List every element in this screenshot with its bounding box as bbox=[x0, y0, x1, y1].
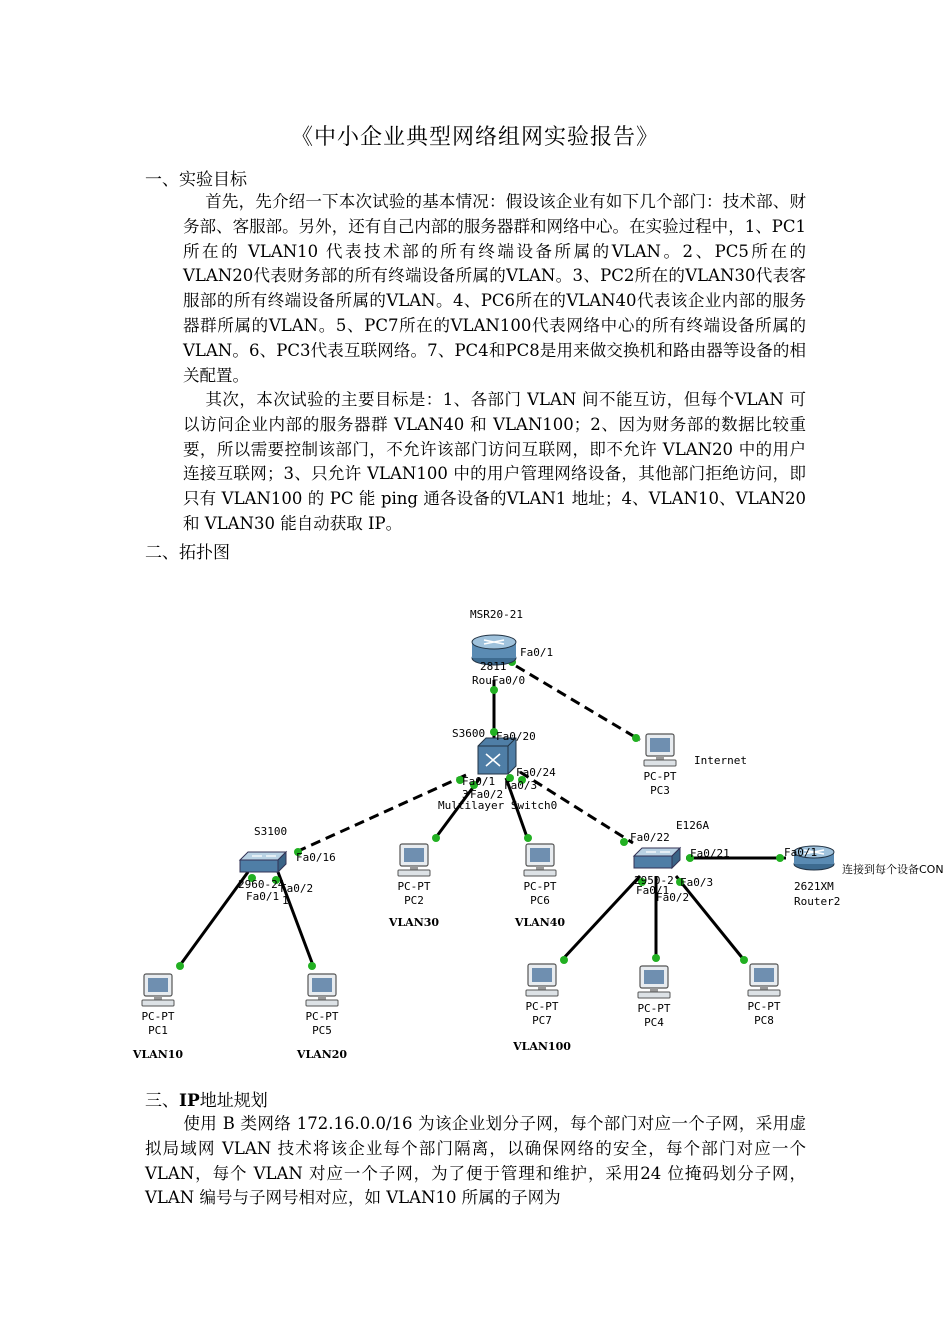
pc-name-label: PC8 bbox=[754, 1014, 774, 1027]
switch-s3100-port-2: Fa0/2 bbox=[280, 882, 314, 895]
pc-icon bbox=[398, 844, 430, 876]
router-msr20-port-a: Fa0/1 bbox=[520, 646, 554, 659]
pc-icon bbox=[142, 974, 174, 1006]
pc-type-label: PC-PT bbox=[523, 880, 557, 893]
section1-heading: 一、实验目标 bbox=[145, 170, 247, 190]
switch-e126a-icon bbox=[634, 848, 680, 868]
section2-heading: 二、拓扑图 bbox=[145, 543, 230, 563]
pc-type-label: PC-PT bbox=[747, 1000, 781, 1013]
port-dots bbox=[176, 658, 784, 970]
core-switch-label: Multilayer Switch0 bbox=[438, 799, 558, 812]
pc-vlan-label: VLAN100 bbox=[513, 1040, 571, 1053]
topology-diagram bbox=[0, 580, 950, 1080]
pc-type-label: PC-PT bbox=[397, 880, 431, 893]
core-switch-port-up: Fa0/20 bbox=[496, 730, 536, 743]
section3-para bbox=[145, 1112, 806, 1211]
pc-node-pc2 bbox=[388, 844, 440, 929]
router-msr20-name: MSR20-21 bbox=[470, 608, 523, 621]
switch-s3100-icon bbox=[240, 852, 286, 872]
pc-vlan-label: VLAN20 bbox=[296, 1048, 348, 1061]
pc-name-label: PC3 bbox=[650, 784, 670, 797]
pc-node-pc1 bbox=[132, 974, 184, 1061]
switch-e126a-port-3: Fa0/3 bbox=[680, 876, 714, 889]
pc-name-label: PC7 bbox=[532, 1014, 552, 1027]
document-title: 《中小企业典型网络组网实验报告》 bbox=[290, 125, 659, 150]
pc-type-label: PC-PT bbox=[305, 1010, 339, 1023]
switch-e126a-port-21: Fa0/21 bbox=[690, 847, 730, 860]
link-core-s3100 bbox=[296, 775, 466, 852]
section3-para-text: 使用 B 类网络 172.16.0.0/16 为该企业划分子网，每个部门对应一个子网，采用虚拟局域网 VLAN 技术将该企业每个部门隔离，以确保网络的安全，每个部门对应一个 VLAN，每个 VLAN 对应一个子网，为了便于管理和维护，采用24 位掩码划分子网，VLAN 编号与子网号相对应，如 VLAN10 所属的子网为 bbox=[145, 1114, 806, 1208]
pc-icon bbox=[306, 974, 338, 1006]
pc-node-pc8 bbox=[747, 964, 780, 1027]
pc-vlan-label: VLAN30 bbox=[388, 916, 440, 929]
switch-s3100-model: 2960-24 bbox=[238, 878, 285, 891]
section1-para1 bbox=[183, 190, 806, 388]
switch-e126a-model: 2950-2 bbox=[634, 874, 674, 887]
pc-icon bbox=[644, 734, 676, 766]
pc-name-label: PC5 bbox=[312, 1024, 332, 1037]
link-e126a-pc7 bbox=[562, 876, 640, 960]
pc-name-label: PC1 bbox=[148, 1024, 168, 1037]
pc-name-label: PC4 bbox=[644, 1016, 664, 1029]
pc-name-label: PC6 bbox=[530, 894, 550, 907]
switch-e126a-name: E126A bbox=[676, 819, 710, 832]
pc-type-label: PC-PT bbox=[637, 1002, 671, 1015]
switch-s3100-port-16: Fa0/16 bbox=[296, 851, 336, 864]
router2-name: Router2 bbox=[794, 895, 841, 908]
pc-vlan-label: VLAN10 bbox=[132, 1048, 184, 1061]
core-switch-port-24: Fa0/24 bbox=[516, 766, 556, 779]
links bbox=[178, 666, 786, 968]
core-switch-icon bbox=[478, 738, 516, 774]
switch-s3100-port-1: Fa0/1 bbox=[246, 890, 280, 903]
pc-type-label: PC-PT bbox=[525, 1000, 559, 1013]
link-router-pc3 bbox=[516, 666, 640, 740]
pc-node-pc4 bbox=[637, 966, 670, 1029]
core-switch-port-3: Fa0/3 bbox=[504, 779, 538, 792]
pc-vlan-label: VLAN40 bbox=[514, 916, 566, 929]
switch-s3100-name: S3100 bbox=[254, 825, 288, 838]
pc-node-pc6 bbox=[514, 844, 566, 929]
section1-para2 bbox=[183, 388, 806, 537]
core-switch-port-1: Fa0/1 bbox=[462, 775, 496, 788]
switch-e126a-port-1: Fa0/1 bbox=[636, 884, 670, 897]
pc-node-pc3 bbox=[643, 734, 676, 797]
pc-node-pc7 bbox=[512, 964, 571, 1053]
router2-port: Fa0/1 bbox=[784, 846, 818, 859]
core-switch-name: S3600 bbox=[452, 727, 486, 740]
router2-model: 2621XM bbox=[794, 880, 834, 893]
switch-s3100-partial: 1 bbox=[282, 894, 289, 907]
switch-e126a-port-22: Fa0/22 bbox=[630, 831, 670, 844]
pc-icon bbox=[748, 964, 780, 996]
pc-icon bbox=[524, 844, 556, 876]
pc-icon bbox=[526, 964, 558, 996]
section1-para2-text: 其次，本次试验的主要目标是：1、各部门 VLAN 间不能互访，但每个VLAN 可以访问企业内部的服务器群 VLAN40 和 VLAN100；2、因为财务部的数据比较重要，所以需要控制该部门，不允许该部门访问互联网，即不允许 VLAN20 中的用户连接互联网；3、只允许 VLAN100 中的用户管理网络设备，其他部门拒绝访问，即只有 VLAN100 的 PC 能 ping 通各设备的VLAN1 地址；4、VLAN10、VLAN20 和 VLAN30 能自动获取 IP。 bbox=[183, 390, 806, 533]
core-switch-partial: 3 bbox=[462, 788, 469, 801]
internet-label: Internet bbox=[694, 754, 747, 767]
router-msr20-model: 2811 bbox=[480, 660, 507, 673]
core-switch-port-2: Fa0/2 bbox=[470, 788, 504, 801]
section3-heading: 三、IP地址规划 bbox=[145, 1091, 268, 1111]
pc-icon bbox=[638, 966, 670, 998]
router-msr20-port-b: Fa0/0 bbox=[492, 674, 526, 687]
pc-type-label: PC-PT bbox=[141, 1010, 175, 1023]
switch-e126a-port-2: Fa0/2 bbox=[656, 891, 690, 904]
pc-name-label: PC2 bbox=[404, 894, 424, 907]
router2-note: 连接到每个设备CON bbox=[842, 863, 944, 876]
router-msr20-label: Rou bbox=[472, 674, 492, 687]
pc-type-label: PC-PT bbox=[643, 770, 677, 783]
section1-para1-text: 首先，先介绍一下本次试验的基本情况：假设该企业有如下几个部门：技术部、财务部、客服部。另外，还有自己内部的服务器群和网络中心。在实验过程中，1、PC1 所在的 VLAN10 代表技术部的所有终端设备所属的VLAN。2、PC5所在的VLAN20代表财务部的所有终端设备所属的VLAN。3、PC2所在的VLAN30代表客服部的所有终端设备所属的VLAN。4、PC6所在的VLAN40代表该企业内部的服务器群所属的VLAN。5、PC7所在的VLAN100代表网络中心的所有终端设备所属的VLAN。6、PC3代表互联网络。7、PC4和PC8是用来做交换机和路由器等设备的相关配置。 bbox=[183, 192, 806, 385]
pc-node-pc5 bbox=[296, 974, 348, 1061]
